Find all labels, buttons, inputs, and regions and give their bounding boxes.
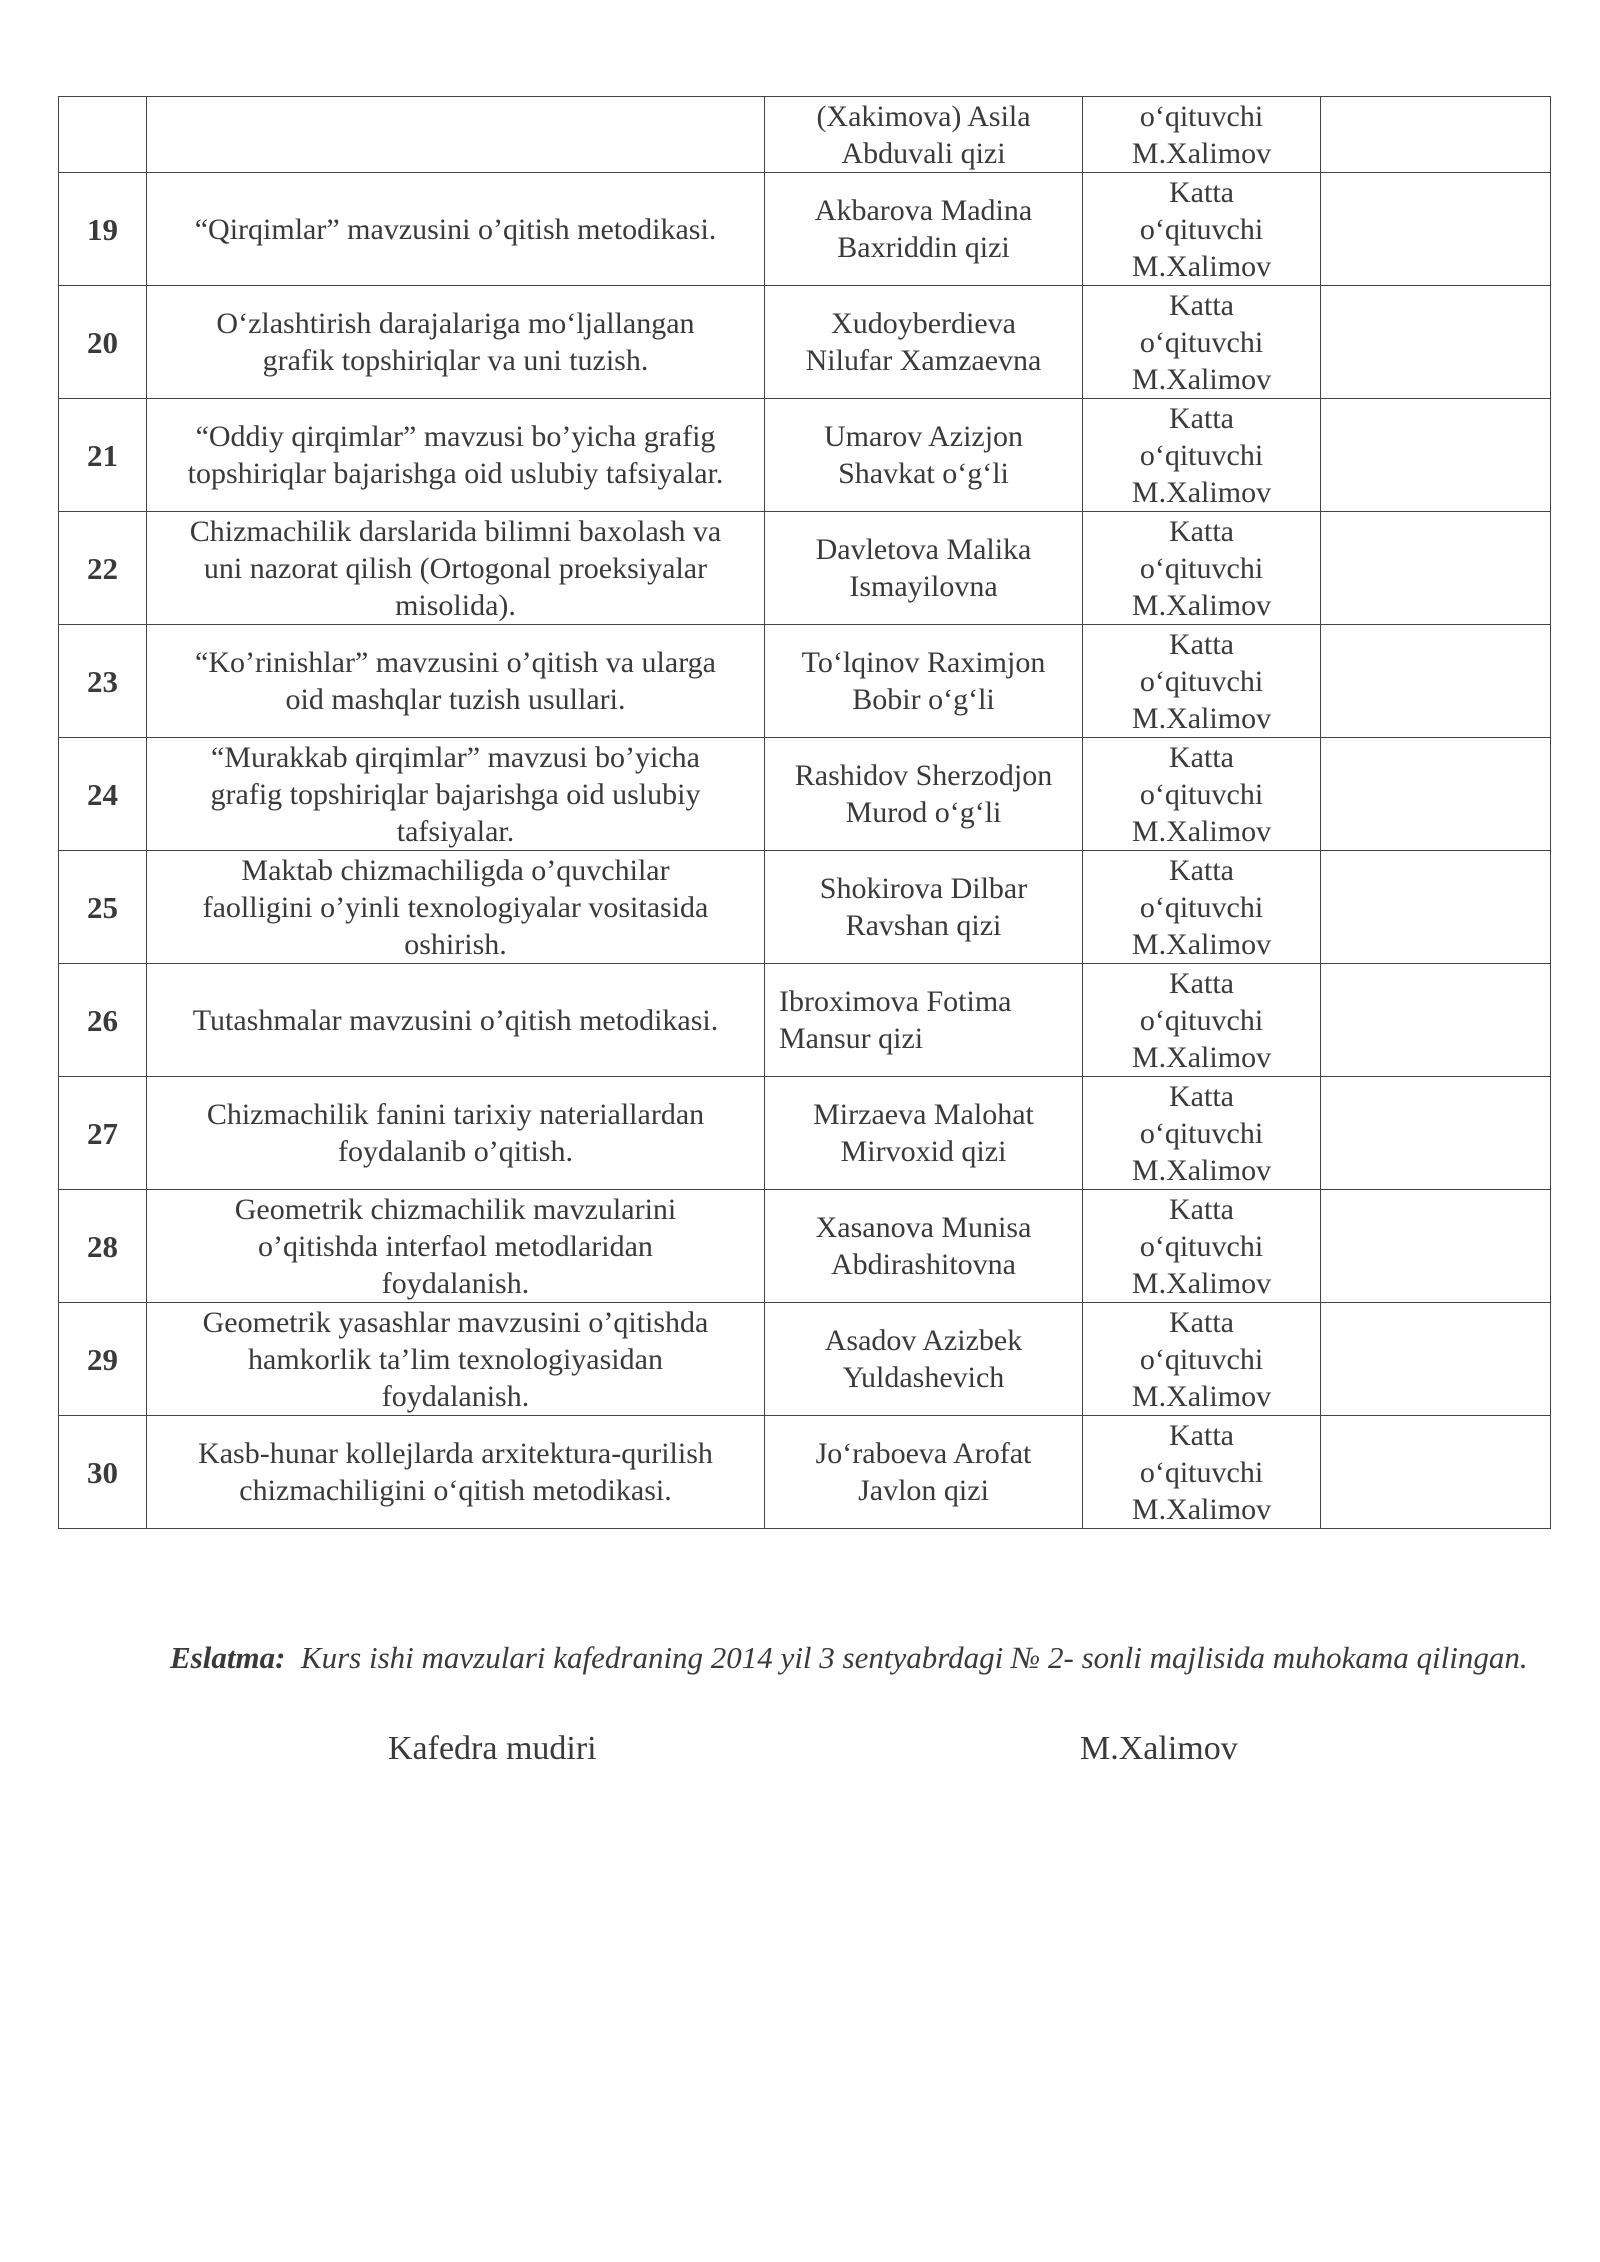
topic-cell bbox=[147, 173, 765, 286]
student-line: Ismayilovna bbox=[849, 570, 998, 603]
table-row bbox=[59, 964, 1551, 1077]
table-row bbox=[59, 1190, 1551, 1303]
supervisor-cell bbox=[1083, 97, 1321, 173]
supervisor-line: M.Xalimov bbox=[1131, 1492, 1272, 1526]
student-cell bbox=[765, 1190, 1083, 1303]
supervisor-cell bbox=[1083, 1190, 1321, 1303]
topic-cell bbox=[147, 399, 765, 512]
student-line: Xasanova Munisa bbox=[815, 1211, 1032, 1244]
supervisor-line: M.Xalimov bbox=[1131, 701, 1272, 735]
supervisor-line: o‘qituvchi bbox=[1139, 1116, 1264, 1150]
student-line: Murod o‘g‘li bbox=[845, 796, 1002, 829]
note-cell bbox=[1321, 1190, 1551, 1303]
student-line: Mansur qizi bbox=[779, 1022, 924, 1055]
supervisor-line: M.Xalimov bbox=[1131, 1040, 1272, 1074]
row-number: 21 bbox=[59, 399, 147, 512]
student-cell bbox=[765, 399, 1083, 512]
note-cell bbox=[1321, 97, 1551, 173]
supervisor-cell bbox=[1083, 851, 1321, 964]
supervisor-line: o‘qituvchi bbox=[1139, 212, 1264, 246]
student-cell bbox=[765, 286, 1083, 399]
supervisor-line: Katta bbox=[1169, 401, 1234, 435]
supervisor-cell bbox=[1083, 286, 1321, 399]
supervisor-line: M.Xalimov bbox=[1131, 588, 1272, 622]
row-number: 28 bbox=[59, 1190, 147, 1303]
table-row bbox=[59, 625, 1551, 738]
topic-line: hamkorlik ta’lim texnologiyasidan bbox=[248, 1342, 663, 1376]
supervisor-line: Katta bbox=[1169, 288, 1234, 322]
topic-line: oshirish. bbox=[404, 927, 507, 961]
supervisor-cell bbox=[1083, 399, 1321, 512]
row-number: 29 bbox=[59, 1303, 147, 1416]
student-line: Abdirashitovna bbox=[831, 1248, 1016, 1281]
topic-cell bbox=[147, 738, 765, 851]
note-cell bbox=[1321, 286, 1551, 399]
topic-line: “Qirqimlar” mavzusini o’qitish metodikasi. bbox=[194, 212, 717, 246]
supervisor-line: o‘qituvchi bbox=[1139, 890, 1264, 924]
student-line: Shokirova Dilbar bbox=[819, 872, 1028, 905]
topic-line: Chizmachilik darslarida bilimni baxolash va bbox=[189, 514, 722, 548]
row-number: 30 bbox=[59, 1416, 147, 1529]
topic-line: o’qitishda interfaol metodlaridan bbox=[258, 1229, 653, 1263]
supervisor-line: M.Xalimov bbox=[1131, 927, 1272, 961]
topic-cell bbox=[147, 1416, 765, 1529]
student-line: Jo‘raboeva Arofat bbox=[815, 1437, 1032, 1470]
student-line: (Xakimova) Asila bbox=[816, 99, 1031, 133]
topic-line: topshiriqlar bajarishga oid uslubiy tafsiyalar. bbox=[187, 457, 724, 490]
topic-line: Maktab chizmachiligda o’quvchilar bbox=[241, 853, 670, 887]
supervisor-cell bbox=[1083, 1077, 1321, 1190]
supervisor-line: Katta bbox=[1169, 627, 1234, 661]
supervisor-line: M.Xalimov bbox=[1131, 814, 1272, 848]
topic-cell bbox=[147, 1303, 765, 1416]
student-line: Rashidov Sherzodjon bbox=[794, 759, 1053, 792]
note-cell bbox=[1321, 399, 1551, 512]
topic-line: tafsiyalar. bbox=[396, 814, 515, 848]
supervisor-line: Katta bbox=[1169, 1305, 1234, 1339]
topic-cell bbox=[147, 286, 765, 399]
student-line: Mirvoxid qizi bbox=[840, 1135, 1007, 1168]
student-cell bbox=[765, 1416, 1083, 1529]
student-cell bbox=[765, 625, 1083, 738]
note-cell bbox=[1321, 512, 1551, 625]
student-line: Yuldashevich bbox=[842, 1361, 1005, 1394]
table-row bbox=[59, 399, 1551, 512]
topic-line: chizmachiligini o‘qitish metodikasi. bbox=[239, 1474, 672, 1507]
note-cell bbox=[1321, 1077, 1551, 1190]
supervisor-line: o‘qituvchi bbox=[1139, 1455, 1264, 1489]
note-cell bbox=[1321, 625, 1551, 738]
student-line: Abduvali qizi bbox=[841, 136, 1006, 170]
topic-cell bbox=[147, 625, 765, 738]
note-cell bbox=[1321, 1303, 1551, 1416]
row-number: 22 bbox=[59, 512, 147, 625]
supervisor-line: o‘qituvchi bbox=[1139, 438, 1264, 472]
supervisor-cell bbox=[1083, 1416, 1321, 1529]
topic-cell bbox=[147, 97, 765, 173]
row-number: 26 bbox=[59, 964, 147, 1077]
topic-cell bbox=[147, 1190, 765, 1303]
topic-cell bbox=[147, 1077, 765, 1190]
supervisor-line: M.Xalimov bbox=[1131, 1379, 1272, 1413]
student-line: Baxriddin qizi bbox=[837, 231, 1010, 264]
supervisor-line: Katta bbox=[1169, 514, 1234, 548]
signature-name: M.Xalimov bbox=[1080, 1730, 1238, 1767]
topic-line: grafig topshiriqlar bajarishga oid uslubiy bbox=[210, 777, 701, 811]
topic-line: foydalanish. bbox=[381, 1379, 530, 1413]
supervisor-line: o‘qituvchi bbox=[1139, 325, 1264, 359]
student-line: Davletova Malika bbox=[815, 533, 1032, 566]
remark-paragraph bbox=[72, 1637, 1542, 1679]
supervisor-cell bbox=[1083, 512, 1321, 625]
table-row bbox=[59, 851, 1551, 964]
signature-title: Kafedra mudiri bbox=[388, 1730, 597, 1767]
row-number: 25 bbox=[59, 851, 147, 964]
topic-line: “Ko’rinishlar” mavzusini o’qitish va ularga bbox=[195, 646, 716, 679]
supervisor-line: o‘qituvchi bbox=[1139, 777, 1264, 811]
student-cell bbox=[765, 738, 1083, 851]
table-row bbox=[59, 173, 1551, 286]
row-number: 19 bbox=[59, 173, 147, 286]
supervisor-line: o‘qituvchi bbox=[1139, 1342, 1264, 1376]
note-cell bbox=[1321, 851, 1551, 964]
student-cell bbox=[765, 964, 1083, 1077]
supervisor-cell bbox=[1083, 625, 1321, 738]
supervisor-cell bbox=[1083, 964, 1321, 1077]
topic-cell bbox=[147, 964, 765, 1077]
table-row bbox=[59, 1416, 1551, 1529]
topic-line: foydalanib o’qitish. bbox=[338, 1135, 573, 1168]
supervisor-line: Katta bbox=[1169, 1192, 1234, 1226]
student-line: Asadov Azizbek bbox=[824, 1324, 1023, 1357]
supervisor-line: M.Xalimov bbox=[1131, 249, 1272, 283]
row-number: 20 bbox=[59, 286, 147, 399]
row-number: 23 bbox=[59, 625, 147, 738]
supervisor-cell bbox=[1083, 173, 1321, 286]
supervisor-line: M.Xalimov bbox=[1131, 475, 1272, 509]
topic-cell bbox=[147, 512, 765, 625]
supervisor-line: Katta bbox=[1169, 1418, 1234, 1452]
supervisor-line: o‘qituvchi bbox=[1139, 1229, 1264, 1263]
topic-line: Tutashmalar mavzusini o’qitish metodikasi. bbox=[192, 1003, 719, 1037]
topic-line: “Murakkab qirqimlar” mavzusi bo’yicha bbox=[211, 740, 700, 774]
row-number bbox=[59, 97, 147, 173]
topic-line: Geometrik yasashlar mavzusini o’qitishda bbox=[202, 1305, 709, 1339]
table-row bbox=[59, 1303, 1551, 1416]
student-cell bbox=[765, 1077, 1083, 1190]
topic-line: grafik topshiriqlar va uni tuzish. bbox=[262, 344, 649, 377]
student-cell bbox=[765, 851, 1083, 964]
student-line: Umarov Azizjon bbox=[823, 420, 1024, 453]
supervisor-line: M.Xalimov bbox=[1131, 1266, 1272, 1300]
topic-line: Geometrik chizmachilik mavzularini bbox=[234, 1192, 677, 1226]
student-line: To‘lqinov Raximjon bbox=[801, 646, 1046, 679]
topic-line: “Oddiy qirqimlar” mavzusi bo’yicha grafig bbox=[195, 420, 716, 453]
topic-line: uni nazorat qilish (Ortogonal proeksiyalar bbox=[203, 551, 708, 585]
table-row bbox=[59, 1077, 1551, 1190]
topic-line: misolida). bbox=[395, 588, 516, 622]
topic-line: foydalanish. bbox=[381, 1266, 530, 1300]
topic-line: oid mashqlar tuzish usullari. bbox=[285, 683, 626, 716]
supervisor-cell bbox=[1083, 738, 1321, 851]
supervisor-line: M.Xalimov bbox=[1131, 136, 1272, 170]
student-line: Xudoyberdieva bbox=[831, 307, 1016, 340]
supervisor-line: o‘qituvchi bbox=[1139, 664, 1264, 698]
supervisor-line: o‘qituvchi bbox=[1139, 1003, 1264, 1037]
student-line: Javlon qizi bbox=[858, 1474, 989, 1507]
supervisor-line: o‘qituvchi bbox=[1139, 551, 1264, 585]
student-cell bbox=[765, 1303, 1083, 1416]
student-line: Akbarova Madina bbox=[814, 194, 1033, 227]
student-line: Ravshan qizi bbox=[845, 909, 1002, 942]
topic-cell bbox=[147, 851, 765, 964]
note-cell bbox=[1321, 1416, 1551, 1529]
student-line: Ibroximova Fotima bbox=[779, 985, 1012, 1018]
student-line: Mirzaeva Malohat bbox=[813, 1098, 1034, 1131]
remark-text: Kurs ishi mavzulari kafedraning 2014 yil 3 sentyabrdagi № 2- sonli majlisida muhokama qilingan. bbox=[300, 1640, 1528, 1675]
supervisor-line: Katta bbox=[1169, 853, 1234, 887]
table-row-continued bbox=[59, 97, 1551, 173]
table-row bbox=[59, 286, 1551, 399]
topic-line: Chizmachilik fanini tarixiy nateriallardan bbox=[206, 1098, 705, 1131]
student-cell bbox=[765, 512, 1083, 625]
supervisor-line: Katta bbox=[1169, 740, 1234, 774]
row-number: 24 bbox=[59, 738, 147, 851]
supervisor-line: o‘qituvchi bbox=[1139, 99, 1264, 133]
table-row bbox=[59, 738, 1551, 851]
note-cell bbox=[1321, 964, 1551, 1077]
course-topics-table bbox=[58, 96, 1551, 1529]
table-body bbox=[59, 97, 1551, 1529]
supervisor-line: Katta bbox=[1169, 1079, 1234, 1113]
student-cell bbox=[765, 97, 1083, 173]
table-row bbox=[59, 512, 1551, 625]
supervisor-line: M.Xalimov bbox=[1131, 1153, 1272, 1187]
note-cell bbox=[1321, 173, 1551, 286]
student-line: Bobir o‘g‘li bbox=[852, 683, 995, 716]
row-number: 27 bbox=[59, 1077, 147, 1190]
note-cell bbox=[1321, 738, 1551, 851]
student-line: Shavkat o‘g‘li bbox=[838, 457, 1009, 490]
supervisor-line: M.Xalimov bbox=[1131, 362, 1272, 396]
topic-line: O‘zlashtirish darajalariga mo‘ljallangan bbox=[216, 307, 695, 340]
supervisor-cell bbox=[1083, 1303, 1321, 1416]
supervisor-line: Katta bbox=[1169, 175, 1234, 209]
supervisor-line: Katta bbox=[1169, 966, 1234, 1000]
remark-label: Eslatma: bbox=[170, 1640, 286, 1675]
student-line: Nilufar Xamzaevna bbox=[805, 344, 1042, 377]
topic-line: Kasb-hunar kollejlarda arxitektura-qurilish bbox=[198, 1437, 713, 1470]
student-cell bbox=[765, 173, 1083, 286]
topic-line: faolligini o’yinli texnologiyalar vositasida bbox=[202, 890, 709, 924]
